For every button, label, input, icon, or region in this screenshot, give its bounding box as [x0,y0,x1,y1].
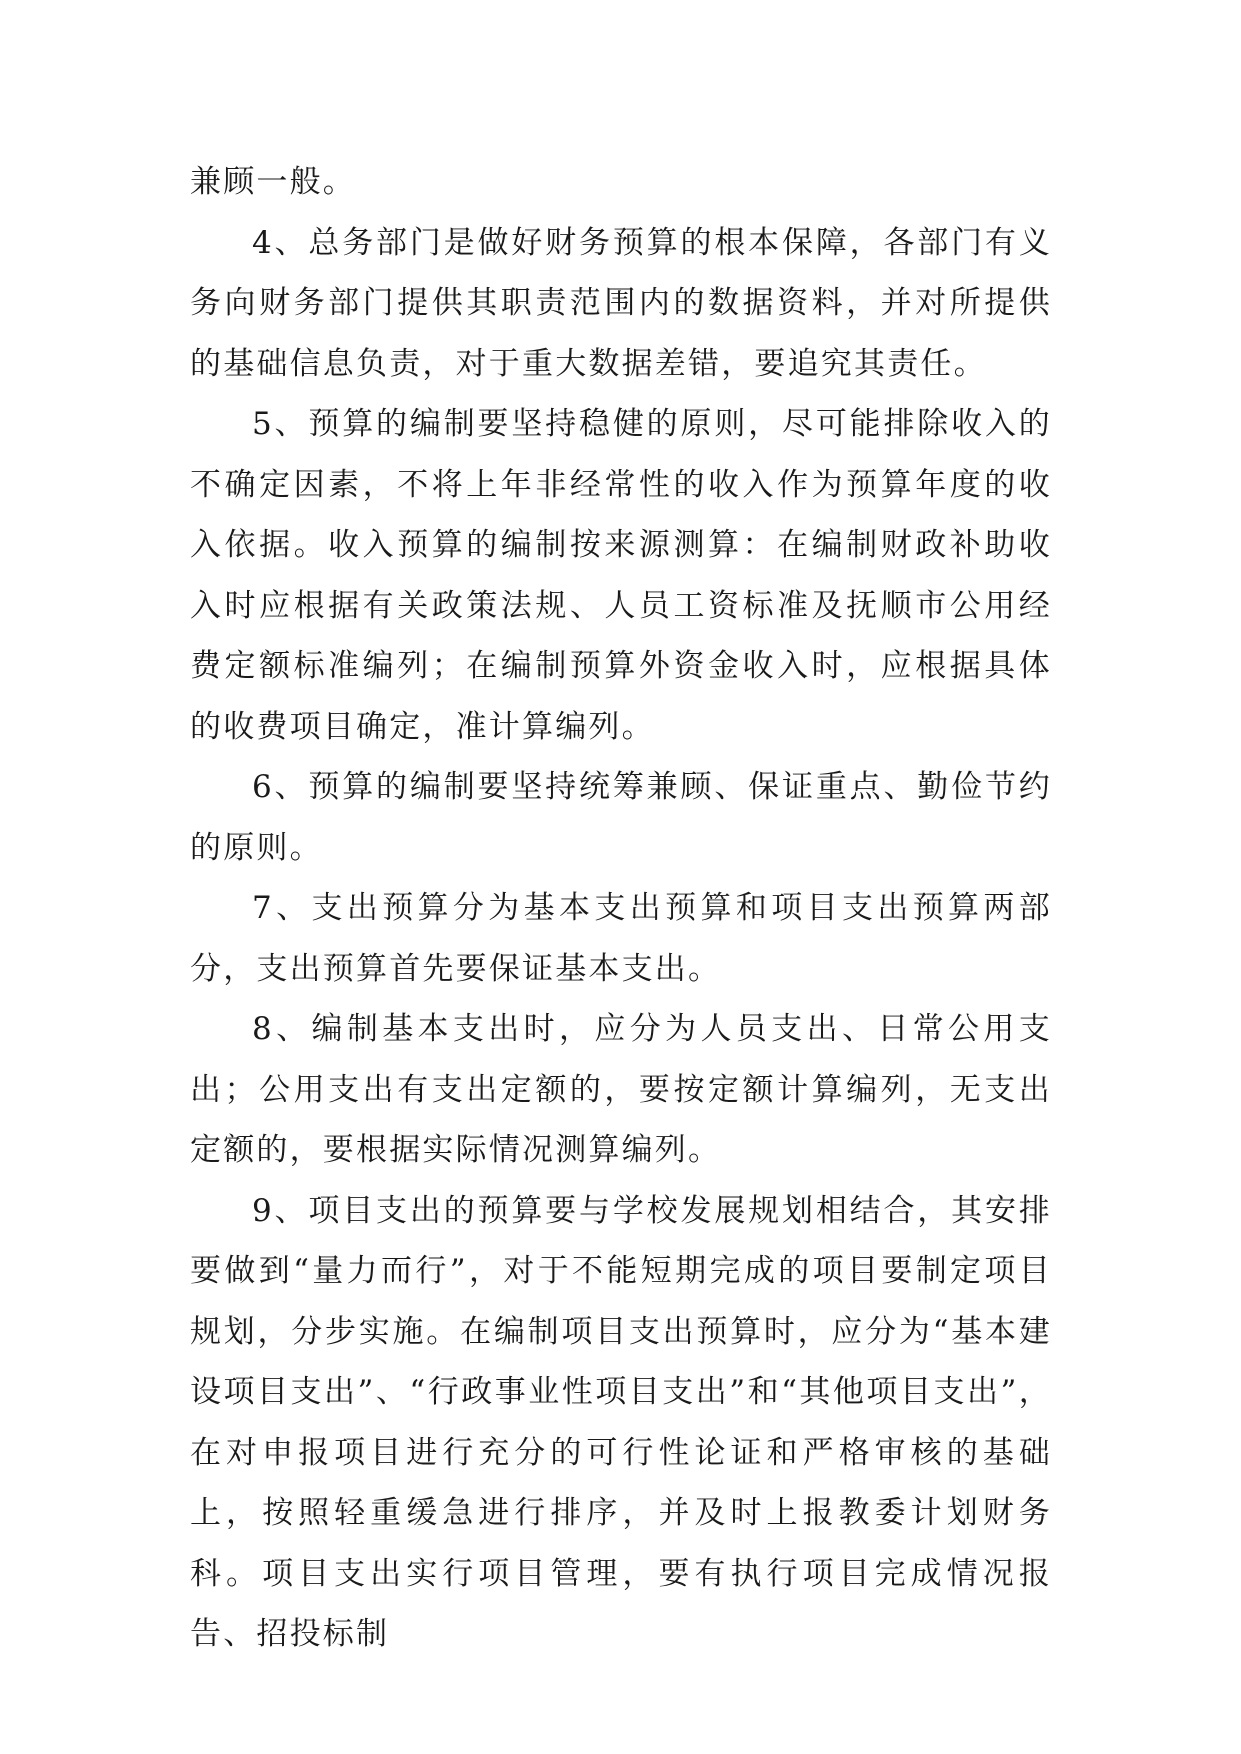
paragraph-item-8: 8、编制基本支出时，应分为人员支出、日常公用支出；公用支出有支出定额的，要按定额计算编列，无支出定额的，要根据实际情况测算编列。 [190,1011,1052,1168]
paragraph-item-9: 9、项目支出的预算要与学校发展规划相结合，其安排要做到“量力而行”，对于不能短期完成的项目要制定项目规划，分步实施。在编制项目支出预算时，应分为“基本建设项目支出”、“行政事业性项目支出”和“其他项目支出”，在对申报项目进行充分的可行性论证和严格审核的基础上，按照轻重缓急进行排序，并及时上报教委计划财务科。项目支出实行项目管理，要有执行项目完成情况报告、招投标制 [190,1192,1052,1652]
paragraph-item-7: 7、支出预算分为基本支出预算和项目支出预算两部分，支出预算首先要保证基本支出。 [190,890,1052,987]
paragraph-continuation: 兼顾一般。 [190,164,356,200]
paragraph-item-6: 6、预算的编制要坚持统筹兼顾、保证重点、勤俭节约的原则。 [190,769,1052,866]
paragraph-item-5: 5、预算的编制要坚持稳健的原则，尽可能排除收入的不确定因素，不将上年非经常性的收入作为预算年度的收入依据。收入预算的编制按来源测算：在编制财政补助收入时应根据有关政策法规、人员工资标准及抚顺市公用经费定额标准编列；在编制预算外资金收入时，应根据具体的收费项目确定，准计算编列。 [190,406,1052,745]
paragraph-item-4: 4、总务部门是做好财务预算的根本保障，各部门有义务向财务部门提供其职责范围内的数据资料，并对所提供的基础信息负责，对于重大数据差错，要追究其责任。 [190,224,1052,382]
document-body [190,152,1052,1665]
